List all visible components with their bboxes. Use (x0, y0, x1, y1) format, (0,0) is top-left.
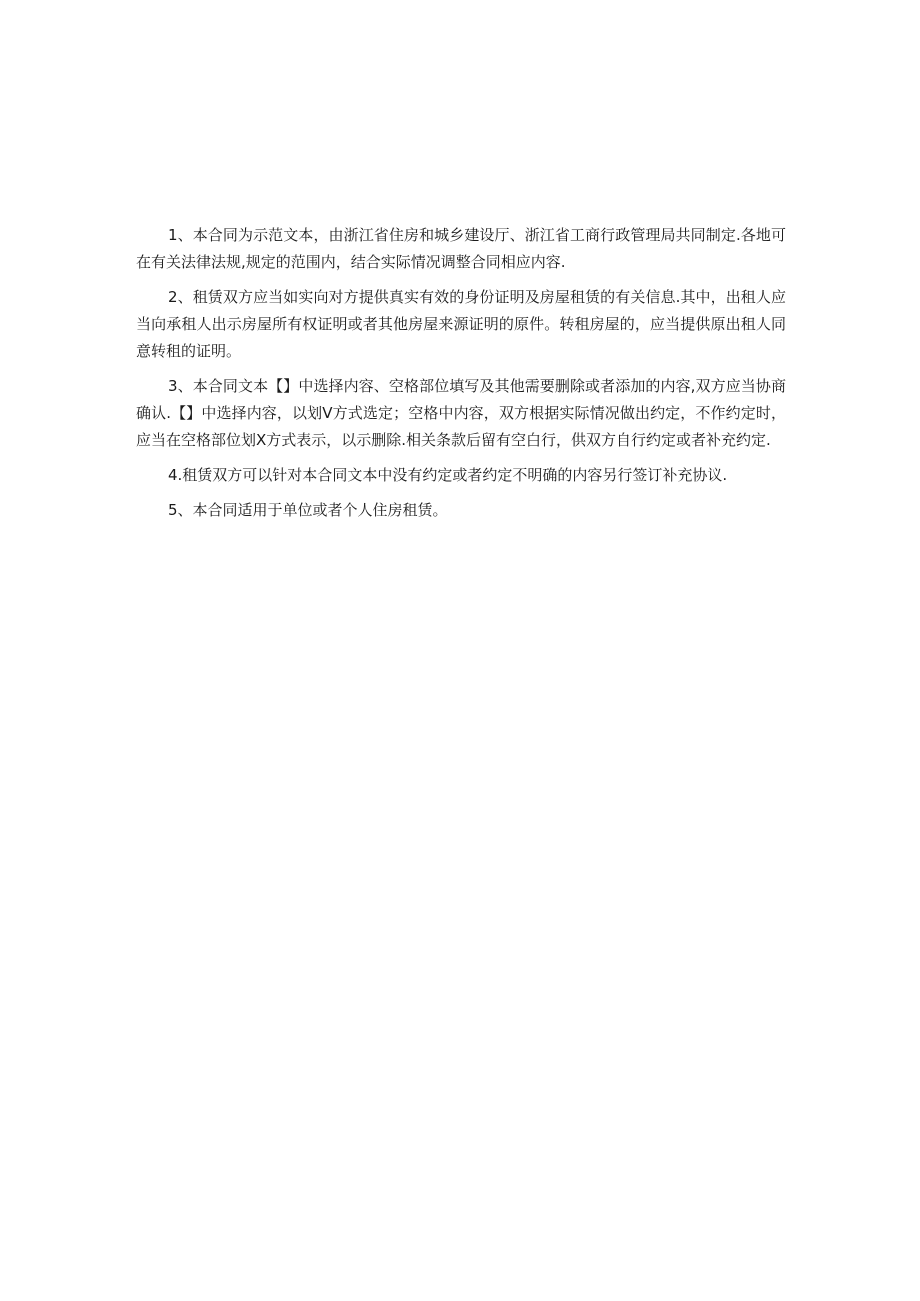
document-body (136, 222, 786, 532)
paragraph-5: 5、本合同适用于单位或者个人住房租赁。 (168, 501, 448, 519)
paragraph-4: 4.租赁双方可以针对本合同文本中没有约定或者约定不明确的内容另行签订补充协议. (168, 466, 728, 484)
paragraph-3: 3、本合同文本【】中选择内容、空格部位填写及其他需要删除或者添加的内容,双方应当协商确认.【】中选择内容，以划V方式选定；空格中内容，双方根据实际情况做出约定，不作约定时，应当在空格部位划X方式表示，以示删除.相关条款后留有空白行，供双方自行约定或者补充约定. (136, 377, 786, 449)
paragraph-2: 2、租赁双方应当如实向对方提供真实有效的身份证明及房屋租赁的有关信息.其中，出租人应当向承租人出示房屋所有权证明或者其他房屋来源证明的原件。转租房屋的，应当提供原出租人同意转租的证明。 (136, 288, 786, 360)
paragraph-1: 1、本合同为示范文本，由浙江省住房和城乡建设厅、浙江省工商行政管理局共同制定.各地可在有关法律法规,规定的范围内，结合实际情况调整合同相应内容. (136, 226, 786, 271)
